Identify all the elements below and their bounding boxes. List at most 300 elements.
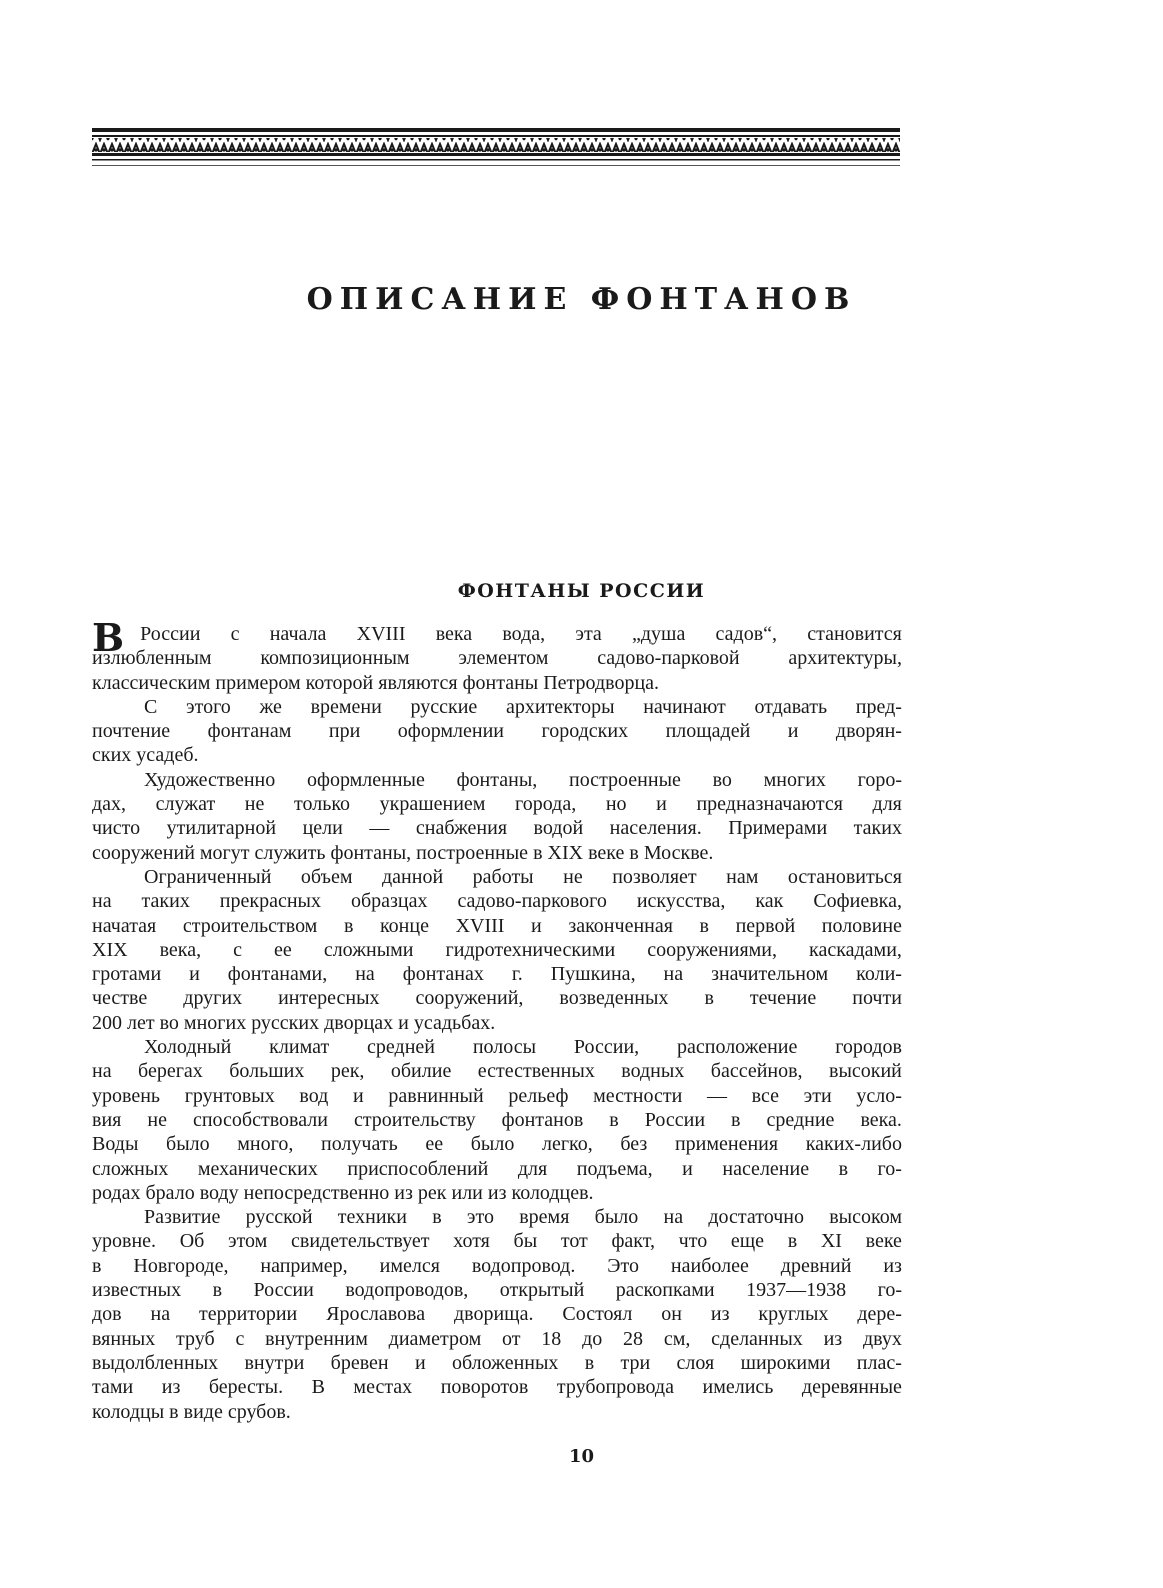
word: техники (337, 1206, 407, 1229)
word: этого (186, 695, 231, 718)
word: Новгороде, (133, 1254, 229, 1277)
word: вод (299, 1084, 329, 1107)
word: обложенных (451, 1351, 559, 1374)
word: это (466, 1206, 494, 1229)
text-line (92, 1084, 902, 1108)
word: оформлении (397, 720, 505, 743)
word: средние (766, 1108, 835, 1131)
word: дворян- (835, 720, 902, 743)
word: 200 (92, 1011, 122, 1034)
word: города, (515, 793, 577, 816)
word: было (166, 1133, 210, 1156)
word: трубопровода (556, 1376, 674, 1399)
word: механических (197, 1157, 318, 1180)
word: достаточно (708, 1206, 804, 1229)
word: с (233, 938, 242, 961)
text-line (92, 1254, 902, 1278)
word: 28 (623, 1327, 644, 1350)
word: например, (260, 1254, 348, 1277)
word: Состоял (562, 1303, 633, 1326)
word: которой (305, 671, 374, 694)
word: во (159, 1011, 179, 1034)
text-line (92, 671, 902, 695)
word: обилие (390, 1060, 452, 1083)
word: время (519, 1206, 570, 1229)
word: начинают (643, 695, 726, 718)
word: „душа (632, 623, 686, 645)
word: грунтовых (184, 1084, 275, 1107)
word: возведенных (559, 987, 669, 1010)
word: что (678, 1230, 708, 1253)
word: бассейнов, (710, 1060, 803, 1083)
word: садово-парковой (597, 647, 740, 670)
word: фонтаны, (330, 841, 412, 864)
word: получать (320, 1133, 398, 1156)
word: на (92, 890, 112, 913)
text-line (92, 1278, 902, 1302)
word: многих (183, 1011, 247, 1034)
word: как (755, 890, 784, 913)
word: сложных (92, 1157, 169, 1180)
word: фонтанах (402, 963, 484, 986)
ornamental-header-band (92, 128, 900, 174)
word: при (328, 720, 361, 743)
word: древний (780, 1254, 852, 1277)
word: XVIII (356, 623, 406, 645)
word: предназначаются (696, 793, 843, 816)
word: законченная (568, 914, 673, 937)
word: на (92, 1060, 112, 1083)
word: строительством (182, 914, 318, 937)
word: но (605, 793, 627, 816)
text-line (92, 646, 902, 670)
text-line (92, 1059, 902, 1083)
word: не (563, 865, 583, 888)
word: в (629, 841, 639, 864)
word: виде (183, 1400, 223, 1423)
word: из (394, 1181, 413, 1204)
word: фонтанов (501, 1108, 584, 1131)
chapter-title: ОПИСАНИЕ ФОНТАНОВ (306, 282, 857, 317)
word: раскопками (615, 1279, 715, 1302)
word: срубов. (227, 1400, 291, 1423)
word: работы (472, 865, 534, 888)
word: водных (621, 1060, 685, 1083)
word: высокий (829, 1060, 902, 1083)
word: 1937—1938 (746, 1279, 847, 1302)
word: имелись (702, 1376, 774, 1399)
word: рек (417, 1181, 447, 1204)
word: эта (575, 623, 602, 645)
word: и (353, 1084, 364, 1107)
word: площадей (665, 720, 751, 743)
word: Ограниченный (144, 865, 272, 888)
word: население (722, 1157, 810, 1180)
word: лет (127, 1011, 155, 1034)
word: В (311, 1376, 325, 1399)
text-line (92, 695, 902, 719)
word: с (230, 623, 240, 645)
word: естественных (477, 1060, 595, 1083)
word: излюбленным (92, 647, 212, 670)
word: усадеб. (136, 744, 199, 767)
text-line (92, 768, 902, 792)
word: три (620, 1351, 651, 1374)
word: на (663, 1206, 684, 1229)
word: могут (199, 841, 250, 864)
word: средней (367, 1036, 435, 1059)
word: первой (735, 914, 796, 937)
word: нам (726, 865, 759, 888)
word: климат (269, 1036, 330, 1059)
word: вода, (502, 623, 546, 645)
word: городских (541, 720, 629, 743)
word: двух (862, 1327, 902, 1350)
word: местах (353, 1376, 413, 1399)
word: хотя (453, 1230, 490, 1253)
word: элементом (458, 647, 549, 670)
word: и (656, 793, 667, 816)
word: широкими (740, 1351, 831, 1374)
word: интересных (278, 987, 380, 1010)
word: было (470, 1133, 515, 1156)
word: построенные (416, 841, 529, 864)
word: см, (663, 1327, 691, 1350)
drop-cap: В (92, 615, 125, 661)
word: Это (607, 1254, 639, 1277)
word: этом (228, 1230, 268, 1253)
word: факт, (611, 1230, 655, 1253)
word: честве (92, 987, 148, 1010)
word: каких-либо (805, 1133, 902, 1156)
word: открытый (499, 1279, 585, 1302)
word: водой (533, 817, 584, 840)
word: служат (155, 793, 216, 816)
word: от (502, 1327, 521, 1350)
word: становится (807, 623, 902, 645)
word: сооружениями, (647, 938, 777, 961)
word: еще (730, 1230, 765, 1253)
word: фонтаны (462, 671, 539, 694)
ornament-border-icon (92, 128, 900, 174)
word: выдолбленных (92, 1351, 219, 1374)
word: России, (573, 1036, 640, 1059)
word: усло- (856, 1084, 902, 1107)
word: легко, (541, 1133, 593, 1156)
word: бы (513, 1230, 538, 1253)
word: значительном (711, 963, 829, 986)
word: и (189, 963, 200, 986)
word: внутренним (265, 1327, 368, 1350)
word: родах (92, 1181, 141, 1204)
word: позволяет (612, 865, 697, 888)
text-line (92, 1351, 902, 1375)
word: в (787, 1230, 798, 1253)
text-line (92, 1375, 902, 1399)
word: России (644, 1108, 706, 1131)
word: в (584, 1351, 595, 1374)
word: городов (835, 1036, 902, 1059)
word: XIX (547, 841, 584, 864)
text-line (92, 865, 902, 889)
word: русских (251, 1011, 320, 1034)
word: он (661, 1303, 682, 1326)
word: труб (176, 1327, 215, 1350)
word: воду (199, 1181, 239, 1204)
word: сооружений, (415, 987, 524, 1010)
word: отдавать (754, 695, 828, 718)
word: каскадами, (809, 938, 902, 961)
word: Холодный (144, 1036, 232, 1059)
word: гротами (92, 963, 162, 986)
word: го- (877, 1157, 902, 1180)
word: полосы (472, 1036, 537, 1059)
text-line (92, 1400, 902, 1424)
word: гидротехническими (445, 938, 616, 961)
word: подъема, (576, 1157, 653, 1180)
text-line (92, 1205, 902, 1229)
word: почтение (92, 720, 171, 743)
word: других (183, 987, 243, 1010)
word: Москве. (643, 841, 714, 864)
word: в (212, 1279, 223, 1302)
word: веке (588, 841, 625, 864)
word: вия (92, 1108, 122, 1131)
word: только (294, 793, 351, 816)
word: из (883, 1254, 902, 1277)
word: XI (820, 1230, 842, 1253)
word: применения (674, 1133, 779, 1156)
word: пред- (855, 695, 902, 718)
word: территории (199, 1303, 298, 1326)
word: садово-паркового (457, 890, 607, 913)
word: наиболее (670, 1254, 749, 1277)
word: России (140, 623, 201, 645)
word: не (244, 793, 265, 816)
word: — (369, 817, 390, 840)
word: XVIII (455, 914, 505, 937)
text-line (92, 1327, 902, 1351)
word: и (682, 1157, 693, 1180)
word: течение (749, 987, 817, 1010)
word: остановиться (787, 865, 902, 888)
text-line (92, 1108, 902, 1132)
word: деревянные (801, 1376, 902, 1399)
word: же (259, 695, 282, 718)
word: водопровод. (471, 1254, 576, 1277)
word: Об (179, 1230, 205, 1253)
word: веке (865, 1230, 902, 1253)
word: в (731, 1108, 741, 1131)
word: из (487, 1181, 507, 1204)
word: высоком (829, 1206, 902, 1229)
text-line (92, 986, 902, 1010)
word: фонтанами, (227, 963, 328, 986)
word: 18 (541, 1327, 562, 1350)
word: Софиевка, (813, 890, 902, 913)
word: России (253, 1279, 314, 1302)
text-line (92, 962, 902, 986)
body-text (92, 615, 902, 1424)
word: ее (425, 1133, 444, 1156)
word: русской (245, 1206, 313, 1229)
word: не (147, 1108, 167, 1131)
word: для (872, 793, 902, 816)
text-line (92, 1035, 902, 1059)
word: дере- (857, 1303, 902, 1326)
word: бересты. (208, 1376, 284, 1399)
word: в (92, 1254, 102, 1277)
text-line (92, 914, 902, 938)
word: строительству (353, 1108, 476, 1131)
text-line (92, 1157, 902, 1181)
word: оформленные (306, 768, 425, 791)
word: на (663, 963, 684, 986)
word: усадьбах. (413, 1011, 496, 1034)
word: на (355, 963, 375, 986)
word: примером (215, 671, 301, 694)
word: начала (269, 623, 327, 645)
word: приспособлений (347, 1157, 489, 1180)
word: без (620, 1133, 648, 1156)
word: из (710, 1303, 730, 1326)
word: прекрасных (219, 890, 321, 913)
word: таких (141, 890, 190, 913)
word: в (432, 1206, 442, 1229)
word: плас- (856, 1351, 902, 1374)
word: композиционным (260, 647, 410, 670)
word: садов“, (715, 623, 778, 645)
word: тот (560, 1230, 588, 1253)
word: в (704, 987, 714, 1010)
word: века. (860, 1108, 902, 1131)
word: архитекторы (505, 695, 615, 718)
word: тами (92, 1376, 134, 1399)
text-line (92, 719, 902, 743)
word: дворцах (324, 1011, 394, 1034)
word: половине (821, 914, 902, 937)
word: сложными (323, 938, 414, 961)
word: фонтаны, (456, 768, 538, 791)
word: местности (593, 1084, 683, 1107)
text-line (92, 1302, 902, 1326)
word: утилитарной (166, 817, 277, 840)
text-line (92, 938, 902, 962)
word: являются (378, 671, 458, 694)
word: или (451, 1181, 483, 1204)
word: в (609, 1108, 619, 1131)
word: Воды (92, 1133, 139, 1156)
word: С (144, 695, 158, 718)
word: уровень (92, 1084, 161, 1107)
word: многих (763, 768, 826, 791)
word: конце (379, 914, 429, 937)
text-line (92, 792, 902, 816)
word: классическим (92, 671, 211, 694)
word: населения. (609, 817, 702, 840)
word: рек, (330, 1060, 365, 1083)
word: в (169, 1400, 179, 1423)
text-line (92, 1011, 902, 1035)
word: снабжения (415, 817, 508, 840)
word: построенные (568, 768, 681, 791)
word: века, (159, 938, 202, 961)
word: Художественно (144, 768, 276, 791)
word: сделанных (711, 1327, 803, 1350)
word: цели (302, 817, 343, 840)
word: сооружений (92, 841, 195, 864)
word: почти (852, 987, 902, 1010)
word: колодцев. (511, 1181, 594, 1204)
text-line (92, 889, 902, 913)
word: горо- (857, 768, 902, 791)
word: уровне. (92, 1230, 157, 1253)
word: времени (310, 695, 382, 718)
word: известных (92, 1279, 182, 1302)
word: бревен (330, 1351, 389, 1374)
word: внутри (244, 1351, 305, 1374)
word: до (582, 1327, 603, 1350)
word: берегах (138, 1060, 203, 1083)
word: го- (877, 1279, 902, 1302)
word: Петродворца. (543, 671, 660, 694)
word: — (706, 1084, 727, 1107)
word: коли- (856, 963, 902, 986)
word: чисто (92, 817, 141, 840)
word: дов (92, 1303, 122, 1326)
word: в (533, 841, 543, 864)
word: Развитие (144, 1206, 221, 1229)
word: ее (274, 938, 292, 961)
word: дворища. (453, 1303, 534, 1326)
word: поворотов (440, 1376, 529, 1399)
word: способствовали (192, 1108, 328, 1131)
text-line (92, 1181, 902, 1205)
word: из (823, 1327, 843, 1350)
word: слоя (676, 1351, 715, 1374)
word: XIX (92, 938, 128, 961)
word: русские (410, 695, 478, 718)
word: больших (229, 1060, 305, 1083)
word: и (398, 1011, 409, 1034)
word: водопроводов, (345, 1279, 469, 1302)
word: архитектуры, (788, 647, 902, 670)
word: круглых (758, 1303, 829, 1326)
text-line (92, 743, 902, 767)
word: Пушкина, (550, 963, 636, 986)
page-number: 10 (568, 1446, 595, 1467)
word: в (838, 1157, 849, 1180)
word: было (594, 1206, 639, 1229)
word: расположение (677, 1036, 798, 1059)
word: все (751, 1084, 779, 1107)
word: объем (300, 865, 353, 888)
word: диаметром (388, 1327, 482, 1350)
word: свидетельствует (291, 1230, 430, 1253)
word: рельеф (508, 1084, 569, 1107)
word: в (343, 914, 354, 937)
word: для (517, 1157, 548, 1180)
text-line (92, 841, 902, 865)
word: имелся (379, 1254, 440, 1277)
word: образцах (350, 890, 428, 913)
word: и (531, 914, 542, 937)
word: много, (237, 1133, 294, 1156)
text-line (92, 1229, 902, 1253)
word: и (414, 1351, 426, 1374)
word: служить (254, 841, 326, 864)
word: фонтанам (207, 720, 292, 743)
